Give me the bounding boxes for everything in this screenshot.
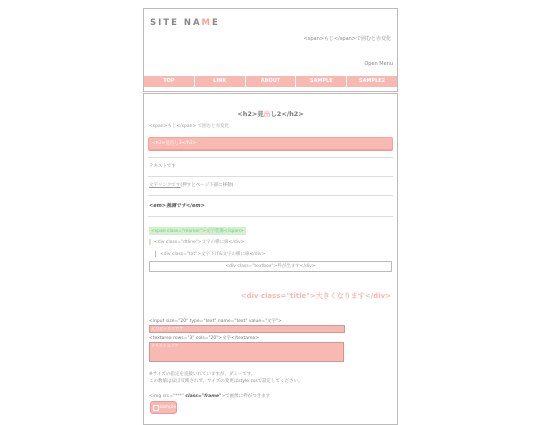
broken-image-icon (153, 405, 159, 411)
text-input[interactable]: 入力ボックスです (149, 325, 345, 333)
note-line: この数値はほぼ反映されず、サイズの変更はstyle.cssで設定してください。 (149, 379, 303, 384)
img-code-keyword: class="frame" (185, 394, 222, 399)
h2-accent: 出 (263, 110, 271, 118)
site-name-part: SITE NA (150, 18, 202, 28)
site-name[interactable] (150, 18, 220, 28)
span-note: <span>もじ</span> で囲むと赤変化 (149, 124, 230, 129)
divider (148, 216, 393, 217)
img-code (149, 393, 392, 399)
nav-item-sample[interactable]: SAMPLE (296, 76, 347, 87)
site-name-accent: M (201, 18, 213, 28)
textbox: <div class="textbox">枠が出ます</div> (149, 261, 392, 272)
link-row (149, 182, 392, 188)
divider (148, 176, 393, 177)
note-line: ※サイズの指定を直接いれていますが、ダミーです。 (149, 372, 256, 377)
text-link[interactable]: 文字リンクです (149, 183, 181, 188)
textarea-field[interactable]: テキストエリア (149, 342, 344, 362)
link-suffix: (押すとページ下部に移動) (180, 183, 234, 188)
nav-item-about[interactable]: ABOUT (246, 76, 297, 87)
heading-h3: <h3>見出し3</h3> (148, 137, 393, 150)
indented-text: <div class="txt">文字下げ&文字の横に線</div> (155, 251, 392, 257)
divider (148, 157, 393, 158)
site-name-part: E (212, 18, 220, 28)
marker-text: <span class="marker">文字装飾</span> (151, 229, 244, 234)
nav-item-top[interactable]: TOP (144, 76, 195, 87)
input-code: <input size="20" type="text" name="text" value="文字"> (149, 319, 282, 324)
main-content (143, 93, 398, 425)
img-code-part: >で画像に枠がつきます (221, 394, 271, 399)
size-note (149, 371, 392, 385)
text-line: テキストです (149, 164, 176, 169)
global-nav (144, 76, 397, 87)
title-text: <div class="title">大きくなります</div> (240, 292, 391, 300)
h2-text: <h2>見 (237, 110, 264, 118)
dtline-text: <div class="dtline">文字の横に線</div> (149, 239, 392, 245)
nav-item-link[interactable]: LINK (195, 76, 246, 87)
h2-text: し2</h2> (270, 110, 304, 118)
emphasis-text: <em>強調です</em> (149, 203, 205, 209)
divider (148, 195, 393, 196)
textarea-code: <textarea rows="3" cols="20">文字</textarea> (149, 336, 260, 341)
sample-image[interactable] (150, 401, 177, 414)
site-header (143, 8, 398, 92)
nav-item-sample2[interactable]: SAMPLE2 (347, 76, 397, 87)
image-alt-text: sample (159, 405, 176, 410)
img-code-part: <img src="***" (149, 394, 184, 399)
tagline: <span>もじ</span>で囲むと赤変化 (303, 36, 391, 42)
open-menu-button[interactable]: Open Menu (364, 61, 393, 67)
heading-h2 (144, 109, 397, 118)
